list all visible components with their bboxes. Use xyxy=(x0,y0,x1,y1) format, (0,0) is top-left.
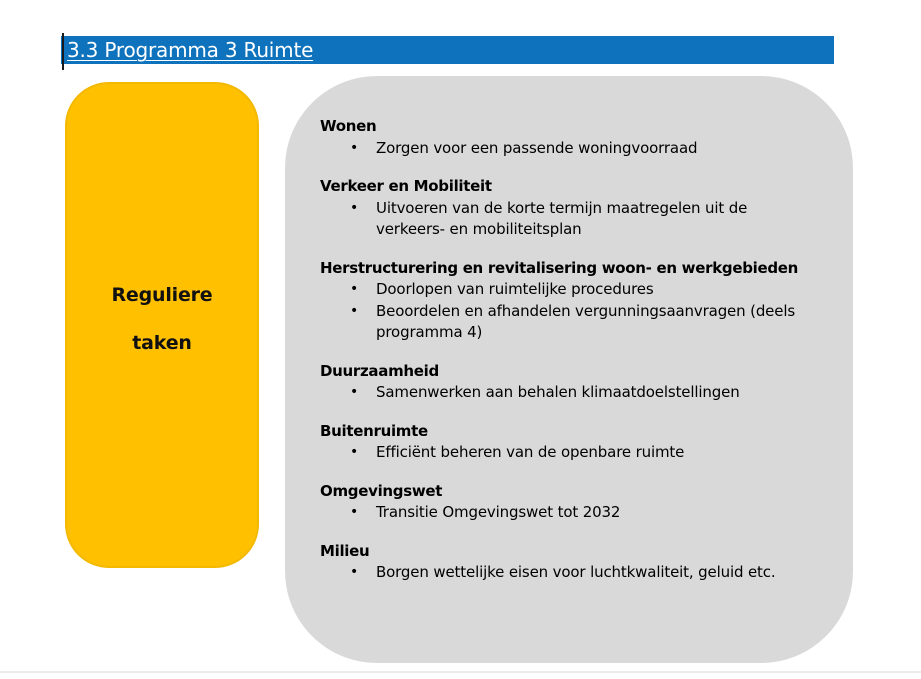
task-item-text: Doorlopen van ruimtelijke procedures xyxy=(376,280,654,298)
task-item-text: Borgen wettelijke eisen voor luchtkwaliteit, geluid etc. xyxy=(376,563,776,581)
task-list xyxy=(320,562,823,584)
text-cursor xyxy=(62,33,64,70)
task-item xyxy=(320,442,823,464)
task-item xyxy=(320,301,823,344)
section-heading-bar xyxy=(61,36,834,64)
reguliere-taken-label-line1: Reguliere xyxy=(111,284,213,306)
reguliere-taken-label-line2: taken xyxy=(132,332,192,354)
bullet-icon: • xyxy=(350,564,359,580)
task-section xyxy=(320,258,823,344)
task-section xyxy=(320,421,823,464)
task-category-heading: Herstructurering en revitalisering woon- en werkgebieden xyxy=(320,258,799,277)
task-item-text: Samenwerken aan behalen klimaatdoelstellingen xyxy=(376,383,740,401)
task-item-text: Beoordelen en afhandelen vergunningsaanvragen (deels programma 4) xyxy=(376,301,796,341)
task-list xyxy=(320,502,823,524)
task-item-text: Uitvoeren van de korte termijn maatregelen uit de verkeers- en mobiliteitsplan xyxy=(376,198,748,238)
task-item xyxy=(320,562,823,584)
task-category-heading: Duurzaamheid xyxy=(320,361,439,380)
task-category-heading: Wonen xyxy=(320,117,377,135)
task-section xyxy=(320,481,823,524)
task-list xyxy=(320,442,823,464)
task-item xyxy=(320,382,823,404)
reguliere-taken-shape xyxy=(65,82,259,568)
task-list xyxy=(320,198,823,241)
task-category-heading: Milieu xyxy=(320,541,370,560)
task-section xyxy=(320,541,823,584)
bullet-icon: • xyxy=(350,444,359,460)
task-item-text: Zorgen voor een passende woningvoorraad xyxy=(376,138,698,157)
task-section xyxy=(320,361,823,404)
bullet-icon: • xyxy=(350,139,359,156)
task-item xyxy=(320,138,823,160)
task-list xyxy=(320,382,823,404)
bullet-icon: • xyxy=(350,384,359,400)
task-list xyxy=(320,138,823,160)
task-list xyxy=(320,279,823,344)
task-section xyxy=(320,176,823,241)
task-category-heading: Omgevingswet xyxy=(320,481,443,500)
task-section xyxy=(320,116,823,159)
task-item xyxy=(320,502,823,524)
task-category-heading: Buitenruimte xyxy=(320,421,428,440)
task-category-heading: Verkeer en Mobiliteit xyxy=(320,177,492,195)
task-sections-container xyxy=(320,116,823,584)
tasks-panel xyxy=(285,76,853,663)
bullet-icon: • xyxy=(350,504,359,520)
bullet-icon: • xyxy=(350,281,359,297)
task-item xyxy=(320,198,823,241)
task-item xyxy=(320,279,823,301)
task-item-text: Transitie Omgevingswet tot 2032 xyxy=(376,503,621,521)
task-item-text: Efficiënt beheren van de openbare ruimte xyxy=(376,443,685,461)
bullet-icon: • xyxy=(350,302,359,319)
bullet-icon: • xyxy=(350,199,359,216)
page-bottom-divider xyxy=(0,671,921,673)
section-heading[interactable]: 3.3 Programma 3 Ruimte xyxy=(67,38,314,62)
